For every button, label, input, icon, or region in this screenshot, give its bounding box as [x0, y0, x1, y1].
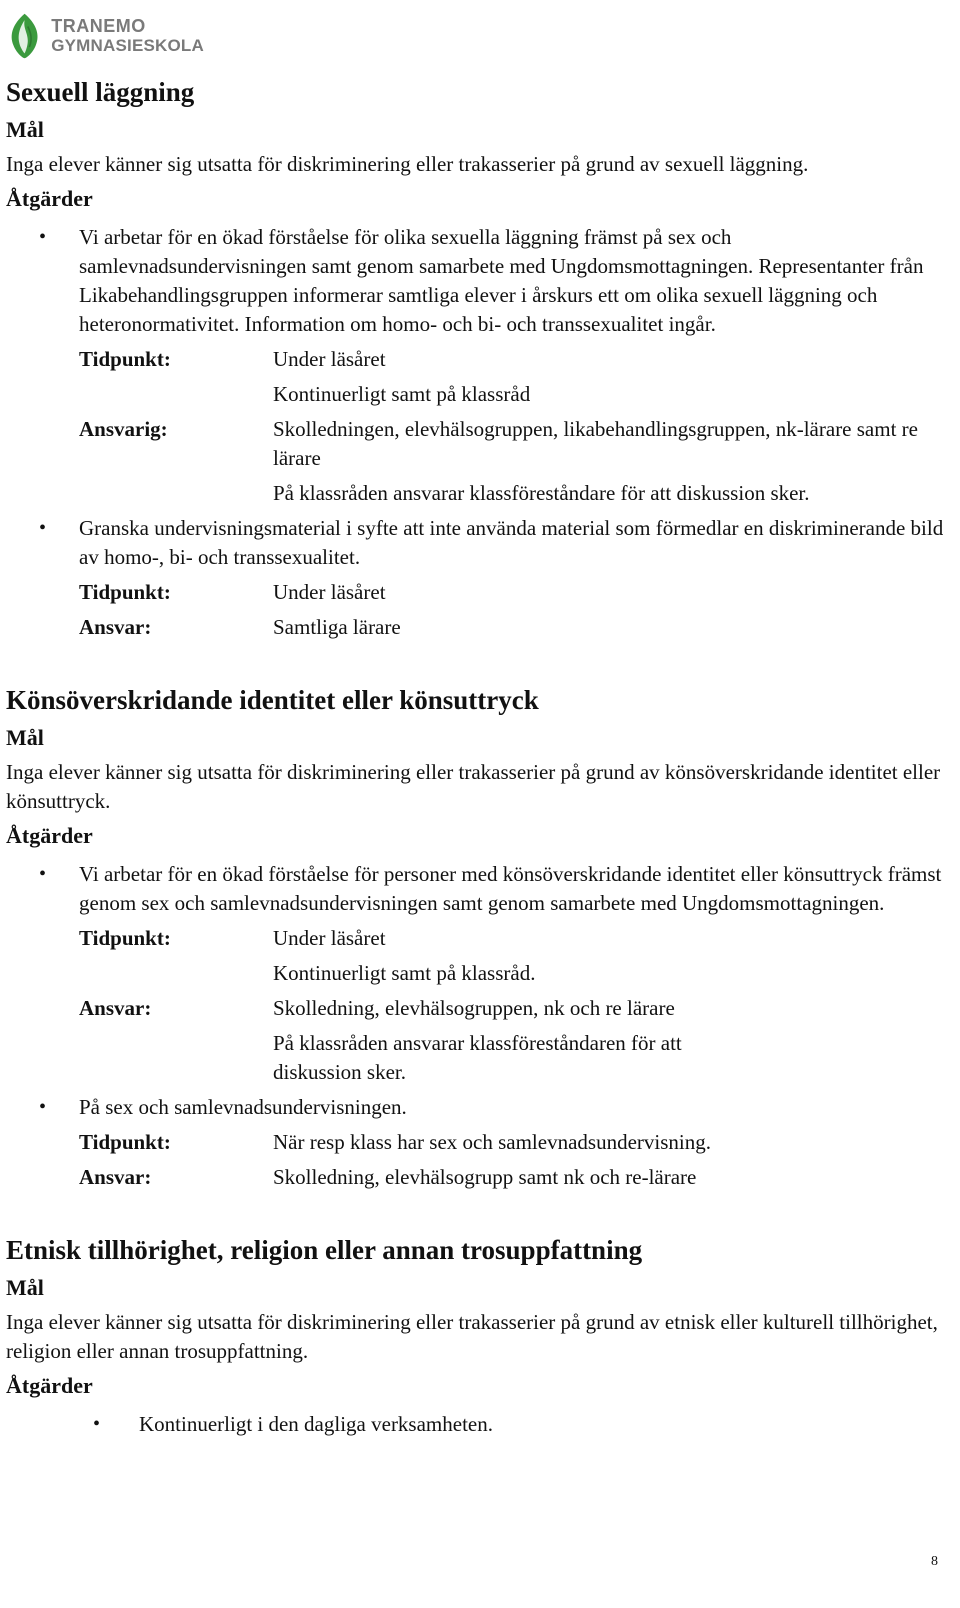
action-text: Granska undervisningsmaterial i syfte att inte använda material som förmedlar en diskriminerande bild av homo-, bi- och transsexualitet. — [79, 516, 944, 569]
meta-value: På klassråden ansvarar klassföreståndaren för att diskussion sker. — [273, 1031, 682, 1084]
meta-label — [79, 479, 273, 508]
goal-heading: Mål — [6, 1275, 44, 1300]
action-meta — [79, 578, 946, 642]
meta-value: Kontinuerligt samt på klassråd. — [273, 961, 536, 985]
meta-value: Under läsåret — [273, 580, 386, 604]
action-meta — [79, 924, 946, 1087]
action-text: Vi arbetar för en ökad förståelse för personer med könsöverskridande identitet eller könsuttryck främst genom sex och samlevnadsundervisningen samt genom samarbete med Ungdomsmottagningen. — [79, 862, 942, 915]
section-gender-identity — [6, 682, 946, 1192]
school-logo — [4, 4, 204, 68]
bullet-icon: • — [39, 517, 47, 539]
list-item — [6, 1410, 946, 1439]
meta-value: Under läsåret — [273, 347, 386, 371]
meta-label: Tidpunkt: — [79, 1130, 171, 1154]
goal-heading: Mål — [6, 725, 44, 750]
action-text: På sex och samlevnadsundervisningen. — [79, 1095, 407, 1119]
goal-text: Inga elever känner sig utsatta för diskriminering eller trakasserier på grund av könsöverskridande identitet eller könsuttryck. — [6, 760, 941, 813]
meta-label: Tidpunkt: — [79, 926, 171, 950]
actions-list — [6, 223, 946, 642]
list-item — [6, 860, 946, 1087]
bullet-icon: • — [39, 863, 47, 885]
meta-label: Ansvar: — [79, 1165, 152, 1189]
list-item — [6, 223, 946, 508]
action-text: Kontinuerligt i den dagliga verksamheten. — [139, 1412, 493, 1436]
meta-value: Skolledning, elevhälsogrupp samt nk och re-lärare — [273, 1165, 697, 1189]
section-title: Könsöverskridande identitet eller könsuttryck — [6, 685, 539, 715]
logo-line-2: GYMNASIESKOLA — [51, 36, 204, 55]
flame-leaf-icon — [4, 6, 45, 66]
action-text: Vi arbetar för en ökad förståelse för olika sexuella läggning främst på sex och samlevnadsundervisningen samt genom samarbete med Ungdomsmottagningen. Representanter från Likabehandlingsgruppen informerar samtliga elever i årskurs ett om olika sexuell läggning och heteronormativitet. Information om homo- och bi- och transsexualitet ingår. — [79, 225, 924, 336]
meta-label: Tidpunkt: — [79, 580, 171, 604]
meta-value: Samtliga lärare — [273, 615, 401, 639]
actions-heading: Åtgärder — [6, 823, 93, 848]
meta-value: Under läsåret — [273, 926, 386, 950]
meta-label: Tidpunkt: — [79, 347, 171, 371]
goal-text: Inga elever känner sig utsatta för diskriminering eller trakasserier på grund av etnisk eller kulturell tillhörighet, religion eller annan trosuppfattning. — [6, 1310, 938, 1363]
bullet-icon: • — [93, 1413, 101, 1435]
bullet-icon: • — [39, 226, 47, 248]
bullet-icon: • — [39, 1096, 47, 1118]
actions-list — [6, 860, 946, 1192]
logo-wordmark — [51, 16, 204, 56]
action-meta — [79, 1128, 946, 1192]
meta-label: Ansvar: — [79, 615, 152, 639]
meta-value: På klassråden ansvarar klassföreståndare för att diskussion sker. — [273, 481, 810, 505]
goal-text: Inga elever känner sig utsatta för diskriminering eller trakasserier på grund av sexuell läggning. — [6, 152, 809, 176]
action-meta — [79, 345, 946, 508]
section-sexual-orientation — [6, 74, 946, 642]
meta-value: När resp klass har sex och samlevnadsundervisning. — [273, 1130, 711, 1154]
meta-label — [79, 380, 273, 409]
section-title: Etnisk tillhörighet, religion eller annan trosuppfattning — [6, 1235, 643, 1265]
meta-label: Ansvarig: — [79, 417, 168, 441]
list-item — [6, 1093, 946, 1192]
list-item — [6, 514, 946, 642]
document-body — [6, 74, 946, 1479]
meta-value: Skolledning, elevhälsogruppen, nk och re lärare — [273, 996, 675, 1020]
logo-line-1: TRANEMO — [51, 16, 146, 36]
section-ethnicity-religion — [6, 1232, 946, 1439]
page-number: 8 — [931, 1554, 938, 1569]
meta-label: Ansvar: — [79, 996, 152, 1020]
meta-value: Skolledningen, elevhälsogruppen, likabehandlingsgruppen, nk-lärare samt re lärare — [273, 417, 918, 470]
meta-label — [79, 959, 273, 988]
meta-value: Kontinuerligt samt på klassråd — [273, 382, 531, 406]
meta-label — [79, 1029, 273, 1087]
actions-heading: Åtgärder — [6, 186, 93, 211]
section-title: Sexuell läggning — [6, 77, 195, 107]
actions-list — [6, 1410, 946, 1439]
actions-heading: Åtgärder — [6, 1373, 93, 1398]
goal-heading: Mål — [6, 117, 44, 142]
